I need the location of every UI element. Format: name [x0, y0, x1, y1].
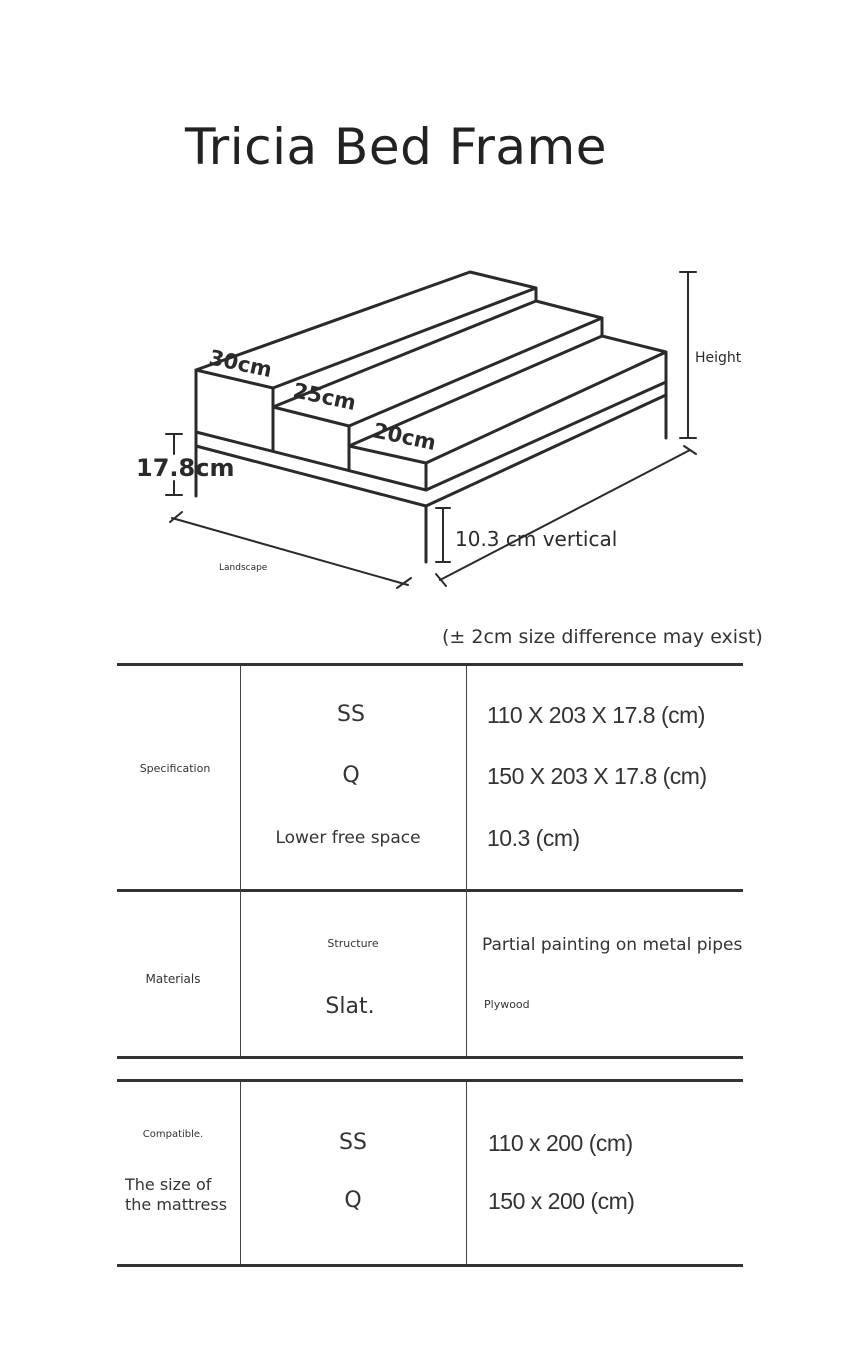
compatible-header: Compatible. — [142, 1129, 204, 1140]
size-difference-note: (± 2cm size difference may exist) — [442, 626, 763, 648]
table-rule-materials — [117, 1056, 743, 1059]
table-divider-2 — [466, 666, 467, 1056]
table-top-rule — [117, 663, 743, 666]
spec-row-name: Lower free space — [275, 828, 421, 848]
table-divider-3 — [240, 1082, 241, 1264]
materials-row-name: Structure — [327, 937, 379, 950]
materials-row-name: Slat. — [325, 994, 375, 1019]
spec-row-name: Q — [342, 763, 360, 788]
mattress-size-header: the mattress — [125, 1195, 228, 1214]
spec-row-value: 10.3 (cm) — [487, 825, 580, 851]
compatible-row-name: SS — [339, 1130, 367, 1155]
materials-header: Materials — [145, 972, 201, 986]
spec-row-name: SS — [337, 702, 365, 727]
landscape-label: Landscape — [219, 563, 268, 573]
spec-row-value: 150 X 203 X 17.8 (cm) — [487, 763, 707, 789]
table-bottom-rule — [117, 1264, 743, 1267]
dim-30-label: 30cm — [206, 345, 275, 383]
compatible-row-value: 110 x 200 (cm) — [488, 1130, 633, 1156]
materials-row-value: Partial painting on metal pipes — [482, 935, 743, 955]
spec-row-value: 110 X 203 X 17.8 (cm) — [487, 702, 705, 728]
dim-25-label: 25cm — [290, 378, 359, 416]
mattress-size-header: The size of — [125, 1175, 212, 1194]
dim-clearance-label: 10.3 cm vertical — [455, 527, 618, 551]
table-divider-4 — [466, 1082, 467, 1264]
table-rule-compatible-top — [117, 1079, 743, 1082]
materials-row-value: Plywood — [484, 998, 530, 1011]
height-label: Height — [695, 350, 742, 366]
page-title: Tricia Bed Frame — [184, 118, 608, 176]
table-rule-spec — [117, 889, 743, 892]
dim-height-left-label: 17.8cm — [136, 454, 235, 482]
compatible-row-value: 150 x 200 (cm) — [488, 1188, 635, 1214]
compatible-row-name: Q — [344, 1188, 362, 1213]
specification-header: Specification — [139, 762, 211, 775]
table-divider-1 — [240, 666, 241, 1056]
bed-frame-diagram — [0, 250, 860, 610]
dim-20-label: 20cm — [370, 418, 439, 456]
